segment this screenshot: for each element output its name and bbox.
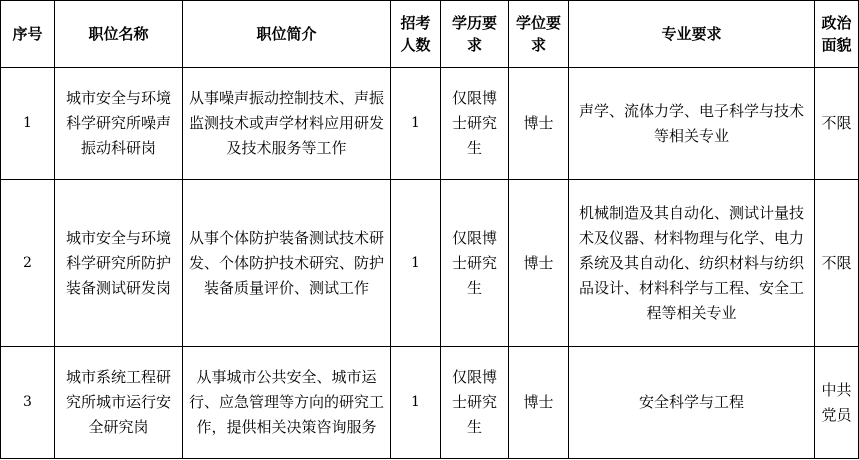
cell-recruit-count: 1 [391, 68, 441, 180]
cell-seq: 1 [1, 68, 55, 180]
cell-degree: 博士 [509, 180, 569, 347]
cell-seq: 2 [1, 180, 55, 347]
cell-degree: 博士 [509, 347, 569, 459]
table-row [1, 347, 859, 459]
header-recruit-count: 招考人数 [391, 1, 441, 68]
cell-political: 不限 [815, 68, 859, 180]
header-major: 专业要求 [569, 1, 815, 68]
cell-education: 仅限博士研究生 [441, 180, 509, 347]
cell-position-desc: 从事个体防护装备测试技术研发、个体防护技术研究、防护装备质量评价、测试工作 [183, 180, 391, 347]
cell-recruit-count: 1 [391, 180, 441, 347]
cell-major: 安全科学与工程 [569, 347, 815, 459]
cell-political: 不限 [815, 180, 859, 347]
cell-recruit-count: 1 [391, 347, 441, 459]
header-position-desc: 职位简介 [183, 1, 391, 68]
header-political: 政治面貌 [815, 1, 859, 68]
table-header-row [1, 1, 859, 68]
cell-position-name: 城市安全与环境科学研究所防护装备测试研发岗 [55, 180, 183, 347]
cell-position-name: 城市系统工程研究所城市运行安全研究岗 [55, 347, 183, 459]
cell-seq: 3 [1, 347, 55, 459]
table-row [1, 68, 859, 180]
cell-position-desc: 从事噪声振动控制技术、声振监测技术或声学材料应用研发及技术服务等工作 [183, 68, 391, 180]
cell-degree: 博士 [509, 68, 569, 180]
cell-political: 中共党员 [815, 347, 859, 459]
table-row [1, 180, 859, 347]
header-education: 学历要求 [441, 1, 509, 68]
cell-position-desc: 从事城市公共安全、城市运行、应急管理等方向的研究工作，提供相关决策咨询服务 [183, 347, 391, 459]
header-degree: 学位要求 [509, 1, 569, 68]
cell-education: 仅限博士研究生 [441, 68, 509, 180]
cell-position-name: 城市安全与环境科学研究所噪声振动科研岗 [55, 68, 183, 180]
cell-major: 机械制造及其自动化、测试计量技术及仪器、材料物理与化学、电力系统及其自动化、纺织材料与纺织品设计、材料科学与工程、安全工程等相关专业 [569, 180, 815, 347]
header-position-name: 职位名称 [55, 1, 183, 68]
cell-education: 仅限博士研究生 [441, 347, 509, 459]
header-seq: 序号 [1, 1, 55, 68]
cell-major: 声学、流体力学、电子科学与技术等相关专业 [569, 68, 815, 180]
